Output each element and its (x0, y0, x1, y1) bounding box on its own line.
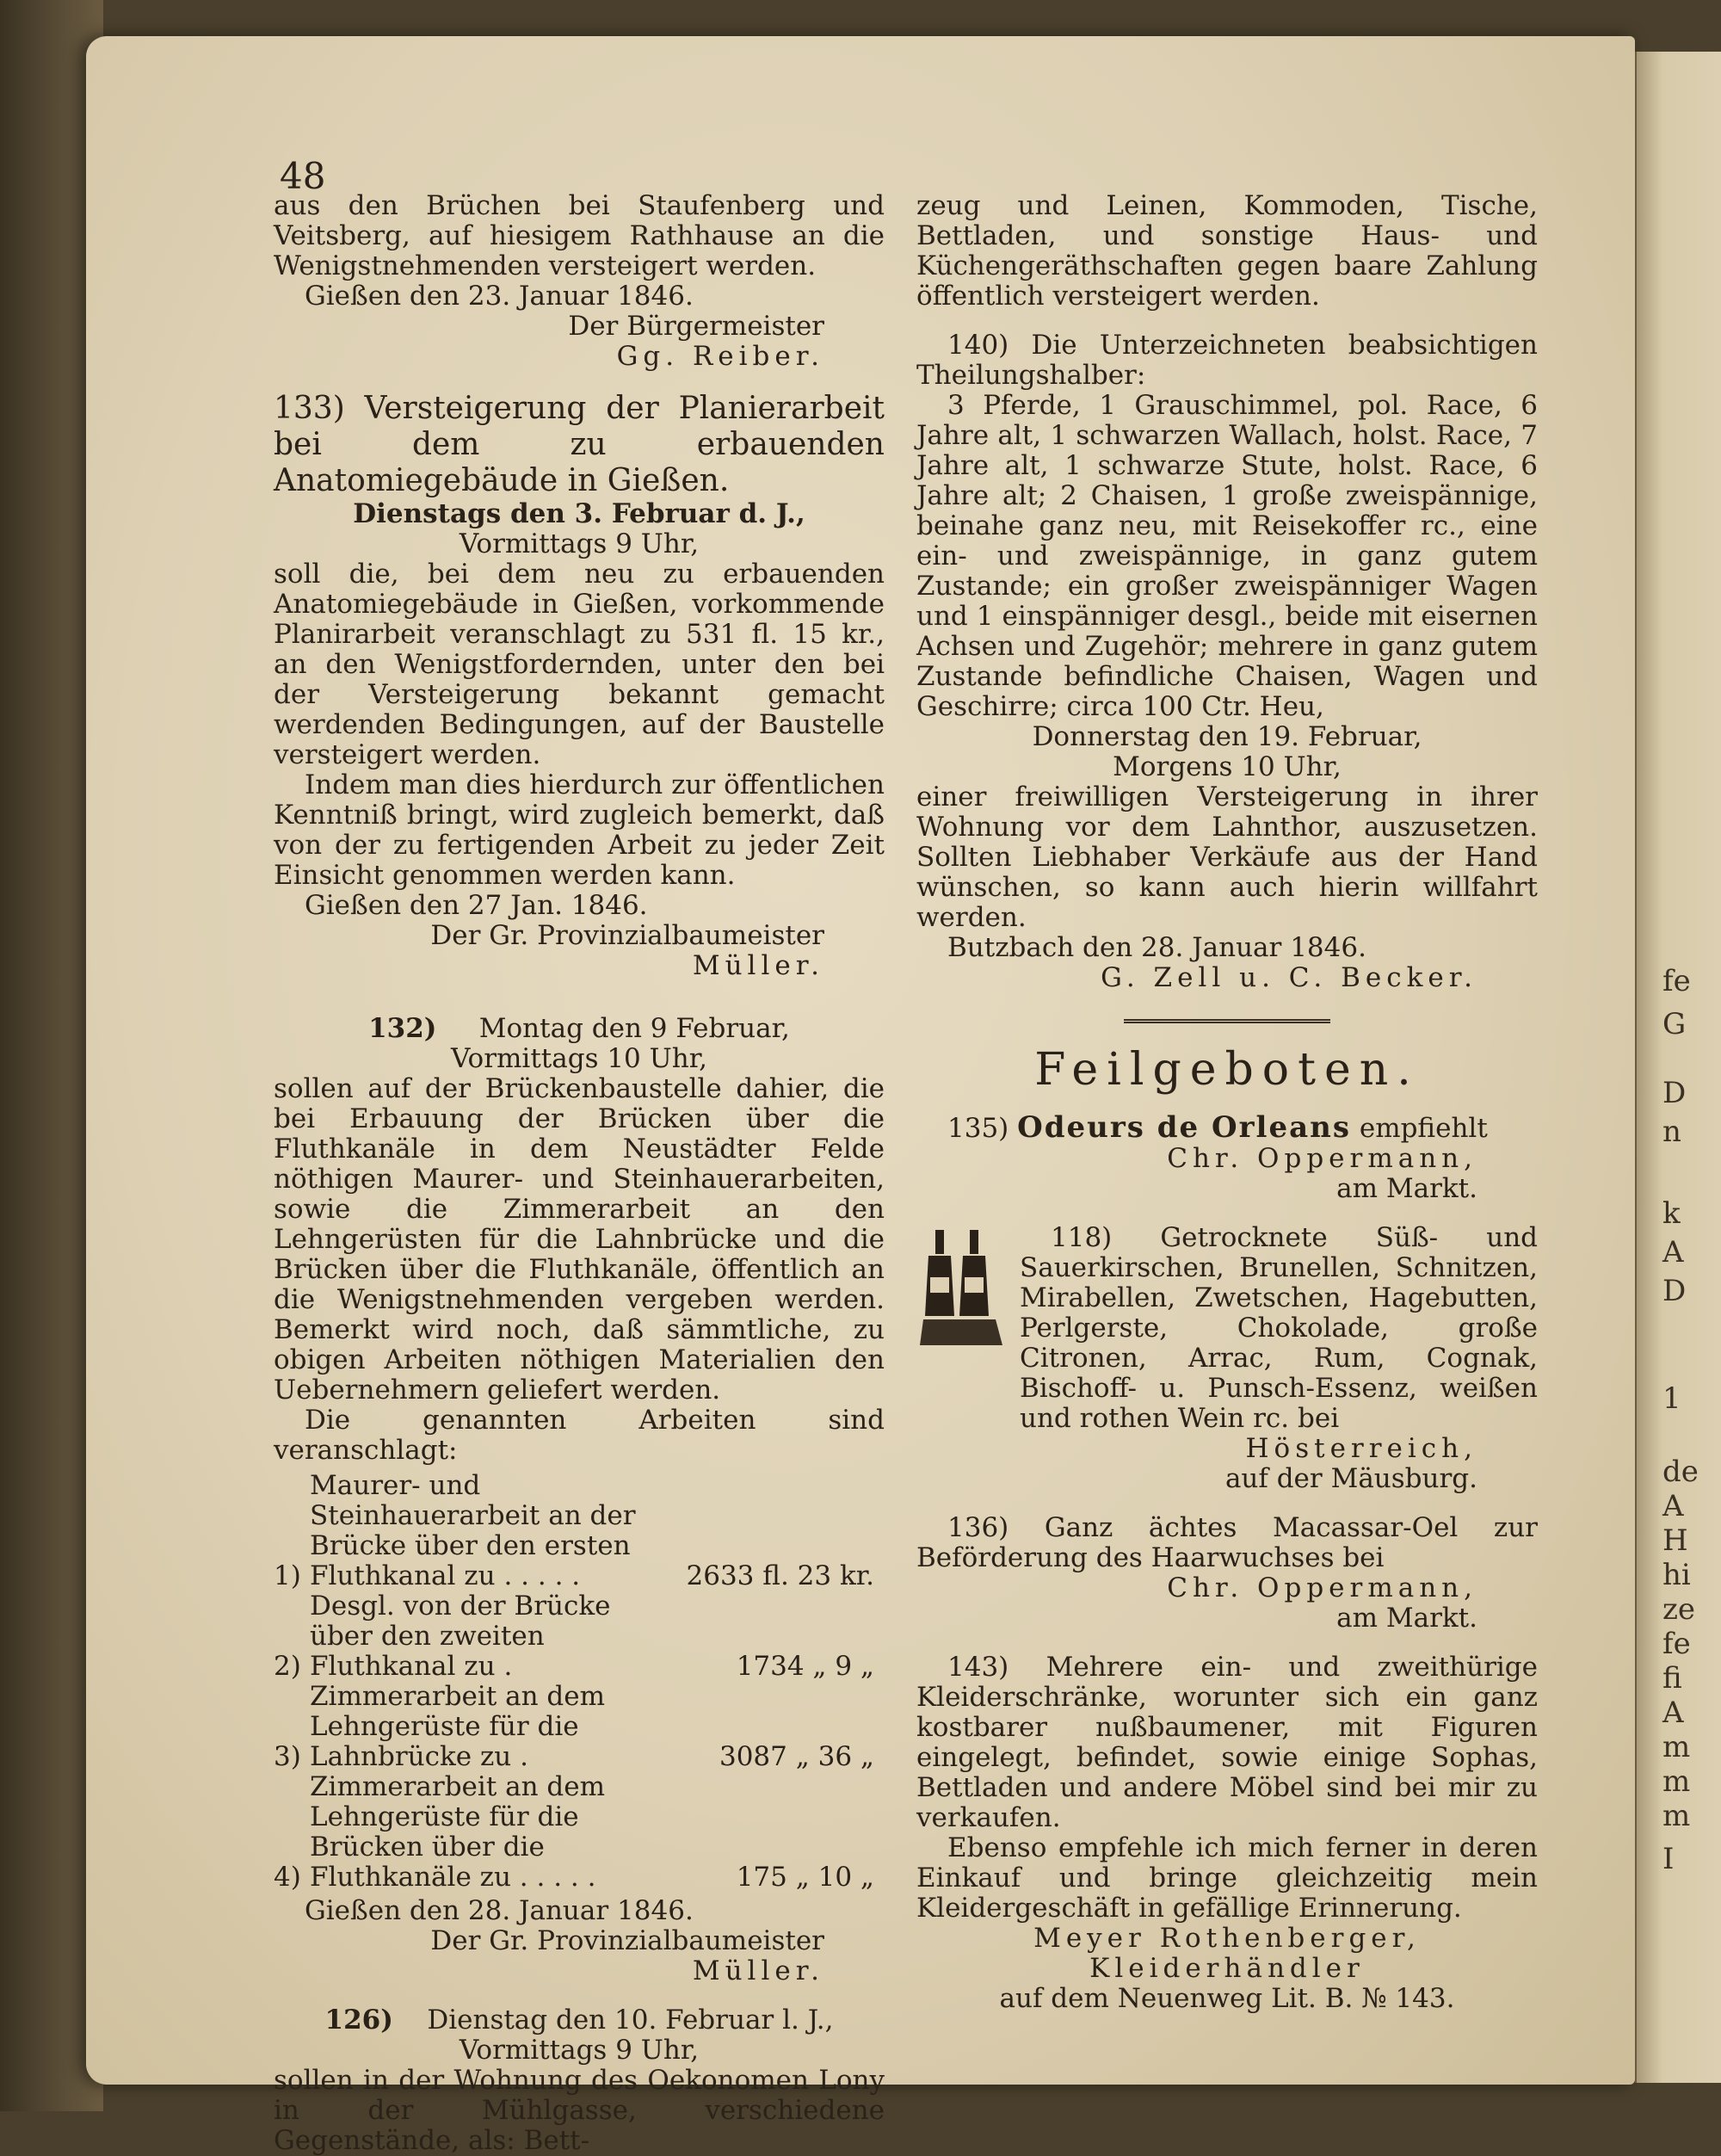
lot-133-body2: Indem man dies hierdurch zur öffentlichen Kenntniß bringt, wird zugleich bemerkt, daß von der zu fertigenden Arbeit zu jeder Zeit Einsicht genommen werden kann. (274, 769, 885, 891)
cost-row (274, 1682, 885, 1772)
next-page-fragment: m (1662, 1799, 1691, 1833)
section-title: Feilgeboten. (1034, 1044, 1420, 1096)
right-column (916, 191, 1538, 2014)
lot-133-day: Dienstags den 3. Februar d. J., (353, 498, 805, 529)
next-page-fragment: G (1662, 1007, 1687, 1041)
page-number: 48 (280, 155, 326, 197)
carryover-date: Gießen den 23. Januar 1846. (305, 281, 694, 312)
next-page-fragment: n (1662, 1115, 1681, 1149)
next-page-fragment: fe (1662, 964, 1691, 998)
next-page-fragment: I (1662, 1842, 1675, 1876)
lot-140-intro: 140) Die Unterzeichneten beabsichtigen Theilungshalber: (916, 330, 1538, 391)
lot-126-day: Dienstag den 10. Februar l. J., (427, 2005, 834, 2036)
lot-133-heading: 133) Versteigerung der Planierarbeit bei dem zu erbauenden Anatomiegebäude in Gießen. (274, 391, 885, 498)
cost-row (274, 1591, 885, 1682)
ad-135-verb: empfiehlt (1359, 1113, 1488, 1144)
lot-133-sign-name: Müller. (692, 950, 824, 981)
ad-143-address: auf dem Neuenweg Lit. B. № 143. (999, 1983, 1455, 2014)
left-column (274, 191, 885, 2156)
ad-118 (916, 1223, 1538, 1494)
ad-118-name: Hösterreich, (1245, 1433, 1477, 1464)
ad-143-sign: Meyer Rothenberger, Kleiderhändler (1033, 1923, 1421, 1984)
bottles-icon (920, 1230, 1002, 1345)
lot-140-time: Morgens 10 Uhr, (1113, 751, 1342, 782)
carryover-text: aus den Brüchen bei Staufenberg und Veitsberg, auf hiesigem Rathhause an die Wenigstnehmenden versteigert werden. (274, 190, 885, 281)
cost-amount: 2633 fl. 23 kr. (686, 1560, 874, 1591)
lot-126-continuation: zeug und Leinen, Kommoden, Tische, Bettladen, und sonstige Haus- und Küchengeräthschaften gegen baare Zahlung öffentlich versteigert werden. (916, 190, 1538, 312)
cost-row (274, 1772, 885, 1893)
next-page-fragment: de (1662, 1455, 1699, 1489)
ad-136-body: 136) Ganz ächtes Macassar-Oel zur Beförderung des Haarwuchses bei (916, 1512, 1538, 1573)
cost-number: 2) (274, 1651, 301, 1682)
lot-126-body: sollen in der Wohnung des Oekonomen Lony in der Mühlgasse, verschiedene Gegenstände, als: Bett- (274, 2065, 885, 2156)
next-page-fragment: A (1662, 1489, 1684, 1523)
next-page-fragment: m (1662, 1764, 1691, 1799)
ad-135-place: am Markt. (1336, 1173, 1477, 1204)
next-page-fragment: ze (1662, 1592, 1696, 1627)
lot-133-sign-title: Der Gr. Provinzialbaumeister (430, 920, 824, 951)
ad-135-name: Chr. Oppermann, (1167, 1143, 1477, 1174)
lot-140-sign: G. Zell u. C. Becker. (1101, 962, 1477, 993)
lot-133-time: Vormittags 9 Uhr, (459, 528, 700, 559)
cost-list (274, 1471, 885, 1893)
next-page-fragment: hi (1662, 1558, 1691, 1592)
next-page-fragment: fi (1662, 1661, 1682, 1696)
next-page-fragment: A (1662, 1696, 1684, 1730)
cost-description: Desgl. von der Brücke über den zweiten Fluthkanal zu . (310, 1591, 611, 1682)
lot-132-date: Gießen den 28. Januar 1846. (305, 1895, 694, 1926)
ad-143-body: 143) Mehrere ein- und zweithürige Kleiderschränke, worunter sich ein ganz kostbarer nußbaumener, mit Figuren eingelegt, befindet, sowie einige Sophas, Bettladen und andere Möbel sind bei mir zu verkaufen. (916, 1652, 1538, 1833)
ad-118-place: auf der Mäusburg. (1224, 1463, 1477, 1494)
lot-140-items: 3 Pferde, 1 Grauschimmel, pol. Race, 6 Jahre alt, 1 schwarzen Wallach, holst. Race, 7 Jahre alt, 1 schwarze Stute, holst. Race, 6 Jahre alt; 2 Chaisen, 1 große zweispännige, beinahe ganz neu, mit Reisekoffer rc., eine ein- und zweispännige, in ganz gutem Zustande; ein großer zweispänniger Wagen und 1 einspänniger desgl., beide mit eisernen Achsen und Zugehör; mehrere in ganz gutem Zustande befindliche Chaisen, Wagen und Geschirre; circa 100 Ctr. Heu, (916, 390, 1538, 722)
section-divider (1124, 1019, 1330, 1023)
cost-description: Zimmerarbeit an dem Lehngerüste für die Brücken über die Fluthkanäle zu . . . . . (310, 1771, 606, 1893)
next-page-fragment: fe (1662, 1627, 1691, 1661)
lot-126-time: Vormittags 9 Uhr, (459, 2035, 700, 2066)
lot-132-sign-name: Müller. (692, 1955, 824, 1986)
ad-118-body: 118) Getrocknete Süß- und Sauerkirschen, Brunellen, Schnitzen, Mirabellen, Zwetschen, Hagebutten, Perlgerste, Chokolade, große Citronen, Arrac, Rum, Cognak, Bischoff- u. Punsch-Essenz, weißen und rothen Wein rc. bei (1020, 1222, 1538, 1434)
lot-132-day: Montag den 9 Februar, (478, 1013, 790, 1044)
lot-132-sign-title: Der Gr. Provinzialbaumeister (430, 1925, 824, 1956)
lot-132-body: sollen auf der Brückenbaustelle dahier, die bei Erbauung der Brücken über die Fluthkanäle in dem Neustädter Felde nöthigen Maurer- und Steinhauerarbeiten, sowie die Zimmerarbeit an den Lehngerüsten für die Lahnbrücke und die Brücken über die Fluthkanäle, öffentlich an die Wenigstnehmenden vergeben werden. Bemerkt wird noch, daß sämmtliche, zu obigen Arbeiten nöthigen Materialien den Uebernehmern geliefert werden. (274, 1073, 885, 1405)
lot-133-date: Gießen den 27 Jan. 1846. (305, 890, 648, 921)
cost-description: Maurer- und Steinhauerarbeit an der Brücke über den ersten Fluthkanal zu . . . . . (310, 1470, 636, 1591)
lot-140-date: Butzbach den 28. Januar 1846. (947, 932, 1366, 963)
lot-132-costs-intro: Die genannten Arbeiten sind veranschlagt: (274, 1405, 885, 1466)
cost-number: 1) (274, 1560, 301, 1591)
ad-143-body2: Ebenso empfehle ich mich ferner in deren Einkauf und bringe gleichzeitig mein Kleidergeschäft in gefällige Erinnerung. (916, 1832, 1538, 1924)
cost-amount: 175 „ 10 „ (736, 1862, 874, 1893)
next-page-fragment: k (1662, 1196, 1681, 1231)
carryover-sign-name: Gg. Reiber. (616, 341, 824, 372)
ad-136-name: Chr. Oppermann, (1167, 1572, 1477, 1603)
cost-number: 4) (274, 1862, 301, 1893)
lot-132-time: Vormittags 10 Uhr, (451, 1043, 707, 1074)
next-page-fragment: 1 (1662, 1381, 1681, 1416)
next-page-fragment: D (1662, 1274, 1687, 1308)
next-page-fragment: D (1662, 1076, 1687, 1110)
cost-number: 3) (274, 1741, 301, 1772)
next-page-fragment: m (1662, 1730, 1691, 1764)
next-page-edge (1635, 52, 1721, 2083)
cost-amount: 3087 „ 36 „ (719, 1741, 874, 1772)
ad-136-place: am Markt. (1336, 1603, 1477, 1634)
next-page-fragment: H (1662, 1523, 1688, 1558)
lot-140-day: Donnerstag den 19. Februar, (1032, 721, 1422, 752)
cost-row (274, 1471, 885, 1591)
next-page-fragment: A (1662, 1235, 1684, 1270)
lot-126-number: 126) (324, 2005, 393, 2036)
carryover-sign-title: Der Bürgermeister (568, 311, 824, 342)
ad-135-number: 135) (947, 1113, 1009, 1144)
lot-132-number: 132) (368, 1013, 437, 1044)
ad-118-text (916, 1223, 1538, 1494)
ad-135-brand: Odeurs de Orleans (1017, 1110, 1351, 1145)
lot-133-body: soll die, bei dem neu zu erbauenden Anatomiegebäude in Gießen, vorkommende Planirarbeit veranschlagt zu 531 fl. 15 kr., an den Wenigstfordernden, unter den bei der Versteigerung bekannt gemacht werdenden Bedingungen, auf der Baustelle versteigert werden. (274, 559, 885, 770)
cost-description: Zimmerarbeit an dem Lehngerüste für die Lahnbrücke zu . (310, 1681, 606, 1772)
lot-140-body2: einer freiwilligen Versteigerung in ihrer Wohnung vor dem Lahnthor, auszusetzen. Sollten Liebhaber Verkäufe aus der Hand wünschen, so kann auch hierin willfahrt werden. (916, 781, 1538, 933)
cost-amount: 1734 „ 9 „ (736, 1651, 874, 1682)
